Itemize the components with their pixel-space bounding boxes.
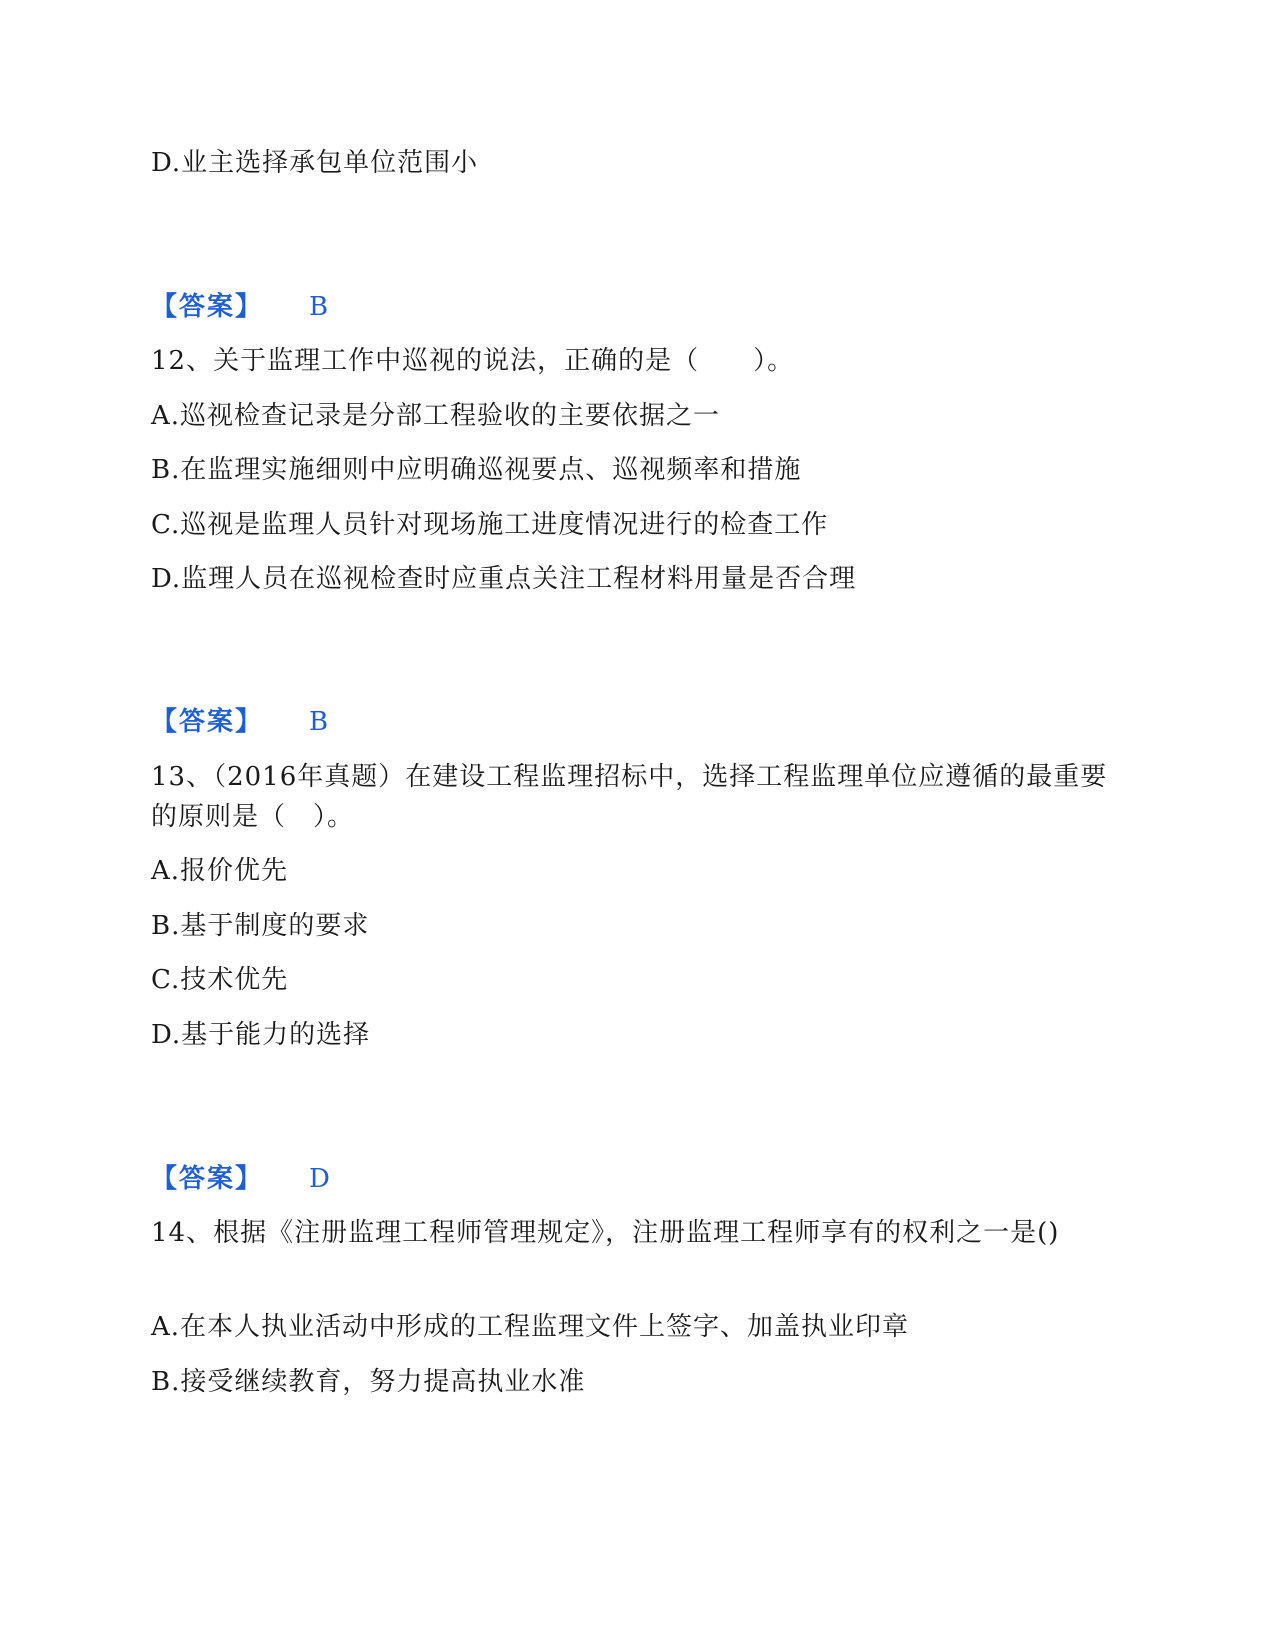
q11-option-d: D.业主选择承包单位范围小 [151,148,479,178]
answer-value: B [309,707,329,737]
answer-label: 【答案】 [151,707,264,737]
q12-answer [151,705,328,739]
q12-stem: 12、关于监理工作中巡视的说法，正确的是（ ）。 [151,346,795,376]
q14-option-b: B.接受继续教育，努力提高执业水准 [151,1367,586,1397]
q12-option-b: B.在监理实施细则中应明确巡视要点、巡视频率和措施 [151,455,802,485]
q13-option-a: A.报价优先 [151,856,289,886]
q12-option-d: D.监理人员在巡视检查时应重点关注工程材料用量是否合理 [151,564,857,594]
q13-option-d: D.基于能力的选择 [151,1020,371,1050]
q14-stem: 14、根据《注册监理工程师管理规定》，注册监理工程师享有的权利之一是() [151,1218,1060,1248]
q14-option-a: A.在本人执业活动中形成的工程监理文件上签字、加盖执业印章 [151,1312,910,1342]
q12-option-a: A.巡视检查记录是分部工程验收的主要依据之一 [151,401,721,431]
q13-option-c: C.技术优先 [151,965,289,995]
q13-option-b: B.基于制度的要求 [151,911,370,941]
answer-value: D [309,1164,330,1194]
answer-label: 【答案】 [151,1164,264,1194]
answer-label: 【答案】 [151,292,264,322]
q13-answer [151,1162,330,1196]
q12-option-c: C.巡视是监理人员针对现场施工进度情况进行的检查工作 [151,510,829,540]
answer-value: B [309,292,329,322]
q13-stem: 13、（2016年真题）在建设工程监理招标中，选择工程监理单位应遵循的最重要的原则是（ ）。 [151,762,1108,832]
q11-answer [151,290,328,324]
